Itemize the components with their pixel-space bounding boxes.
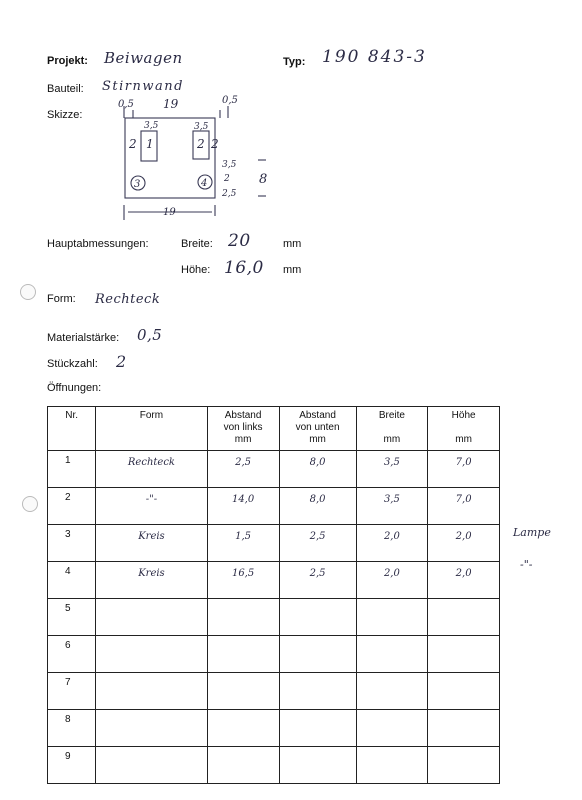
header-hoehe <box>428 407 500 451</box>
row-form <box>96 599 207 636</box>
header-nr: Nr. <box>48 407 96 451</box>
stueckzahl-value: 2 <box>116 352 127 371</box>
sketch-rect-right-w: 3,5 <box>194 122 209 132</box>
row-hoehe <box>428 710 500 747</box>
row-abstand-unten <box>279 747 356 784</box>
table-row <box>48 562 500 599</box>
row-hoehe <box>428 673 500 710</box>
header-abstand-unten-1: Abstand <box>299 410 336 421</box>
header-hoehe-3: mm <box>455 434 472 445</box>
row-abstand-unten: 2,5 <box>279 525 356 562</box>
hoehe-value: 16,0 <box>224 258 264 278</box>
bauteil-value: Stirnwand <box>102 79 184 94</box>
hauptabmessungen-label: Hauptabmessungen: <box>47 238 149 250</box>
header-abstand-links <box>207 407 279 451</box>
row-nr: 9 <box>48 747 96 784</box>
row-hoehe: 2,0 <box>428 562 500 599</box>
sketch-top-left: 0,5 <box>118 99 134 110</box>
row-breite <box>356 673 428 710</box>
row-nr: 2 <box>48 488 96 525</box>
row-form: Kreis <box>96 525 207 562</box>
sketch-rect-left-h-out: 2 <box>129 137 137 151</box>
materialstaerke-label: Materialstärke: <box>47 332 120 344</box>
row-form <box>96 710 207 747</box>
breite-unit: mm <box>283 238 302 250</box>
row-nr: 8 <box>48 710 96 747</box>
sketch-rect-left-h-in: 1 <box>146 137 154 151</box>
header-form-text: Form <box>139 410 164 421</box>
openings-table <box>47 406 500 784</box>
table-row <box>48 673 500 710</box>
header-hoehe-2 <box>462 422 465 433</box>
row-hoehe <box>428 636 500 673</box>
header-hoehe-1: Höhe <box>451 410 476 421</box>
row-abstand-links: 14,0 <box>207 488 279 525</box>
skizze-label: Skizze: <box>47 109 83 121</box>
row-form <box>96 636 207 673</box>
breite-value: 20 <box>228 231 251 251</box>
sketch-right-total: 8 <box>259 172 268 187</box>
sketch-top-right: 0,5 <box>222 95 238 106</box>
table-row <box>48 451 500 488</box>
row-abstand-unten <box>279 636 356 673</box>
header-abstand-links-1: Abstand <box>224 410 262 421</box>
row-form: Rechteck <box>96 451 207 488</box>
table-header-row <box>48 407 500 451</box>
header-abstand-unten-3: mm <box>309 434 326 445</box>
table-row <box>48 525 500 562</box>
row-hoehe <box>428 599 500 636</box>
sketch-right-3: 2,5 <box>222 189 237 199</box>
stueckzahl-label: Stückzahl: <box>47 358 98 370</box>
row-breite: 3,5 <box>356 451 428 488</box>
header-breite-3: mm <box>383 434 401 445</box>
header-breite-1: Breite <box>378 410 405 421</box>
row-hoehe: 7,0 <box>428 451 500 488</box>
sketch-rect-left-w: 3,5 <box>144 121 159 131</box>
hoehe-label: Höhe: <box>181 264 211 276</box>
oeffnungen-label: Öffnungen: <box>47 382 102 394</box>
table-row <box>48 488 500 525</box>
projekt-label: Projekt: <box>47 55 88 67</box>
row-nr: 7 <box>48 673 96 710</box>
sketch-bottom: 19 <box>163 207 176 218</box>
header-breite <box>356 407 428 451</box>
breite-label: Breite: <box>181 238 213 250</box>
row-abstand-links: 2,5 <box>207 451 279 488</box>
table-row <box>48 599 500 636</box>
row-form <box>96 747 207 784</box>
row-hoehe <box>428 747 500 784</box>
table-row <box>48 710 500 747</box>
row-abstand-links: 16,5 <box>207 562 279 599</box>
row-nr: 4 <box>48 562 96 599</box>
sketch-top-mid: 19 <box>163 97 179 111</box>
hoehe-unit: mm <box>283 264 302 276</box>
row-breite <box>356 636 428 673</box>
header-breite-2 <box>391 422 394 433</box>
row-abstand-links <box>207 747 279 784</box>
row-abstand-links: 1,5 <box>207 525 279 562</box>
form-label: Form: <box>47 293 76 305</box>
projekt-value: Beiwagen <box>104 49 183 67</box>
row-form <box>96 673 207 710</box>
sketch-circle-right: 4 <box>201 178 208 189</box>
row-form: -"- <box>96 488 207 525</box>
sketch-right-1: 3,5 <box>222 160 237 170</box>
row-abstand-links <box>207 673 279 710</box>
row-abstand-unten: 8,0 <box>279 488 356 525</box>
header-abstand-links-3: mm <box>234 434 252 445</box>
table-row <box>48 747 500 784</box>
row-abstand-links <box>207 636 279 673</box>
row-nr: 6 <box>48 636 96 673</box>
row-abstand-unten: 8,0 <box>279 451 356 488</box>
table-row <box>48 636 500 673</box>
typ-value: 190 843-3 <box>322 47 427 67</box>
row3-note: Lampe <box>513 526 551 539</box>
sketch-right-2: 2 <box>224 174 230 184</box>
row-abstand-unten <box>279 710 356 747</box>
header-form <box>96 407 207 451</box>
row-nr: 1 <box>48 451 96 488</box>
row-nr: 3 <box>48 525 96 562</box>
sketch-circle-left: 3 <box>134 179 141 190</box>
bauteil-label: Bauteil: <box>47 83 84 95</box>
row-breite: 2,0 <box>356 525 428 562</box>
row-nr: 5 <box>48 599 96 636</box>
header-abstand-unten <box>279 407 356 451</box>
row-breite <box>356 710 428 747</box>
row-breite: 2,0 <box>356 562 428 599</box>
row-abstand-unten: 2,5 <box>279 562 356 599</box>
row-hoehe: 7,0 <box>428 488 500 525</box>
header-abstand-links-2: von links <box>223 422 263 433</box>
typ-label: Typ: <box>283 56 306 68</box>
row-abstand-links <box>207 710 279 747</box>
materialstaerke-value: 0,5 <box>137 326 163 344</box>
row-abstand-unten <box>279 599 356 636</box>
header-abstand-unten-2: von unten <box>295 422 340 433</box>
row-hoehe: 2,0 <box>428 525 500 562</box>
row-breite <box>356 599 428 636</box>
sketch-rect-right-h-out: 2 <box>211 137 219 151</box>
row4-note: -"- <box>520 558 533 571</box>
row-abstand-unten <box>279 673 356 710</box>
row-breite <box>356 747 428 784</box>
row-abstand-links <box>207 599 279 636</box>
sketch-rect-right-h-in: 2 <box>197 137 205 151</box>
form-value: Rechteck <box>95 292 161 307</box>
row-form: Kreis <box>96 562 207 599</box>
row-breite: 3,5 <box>356 488 428 525</box>
